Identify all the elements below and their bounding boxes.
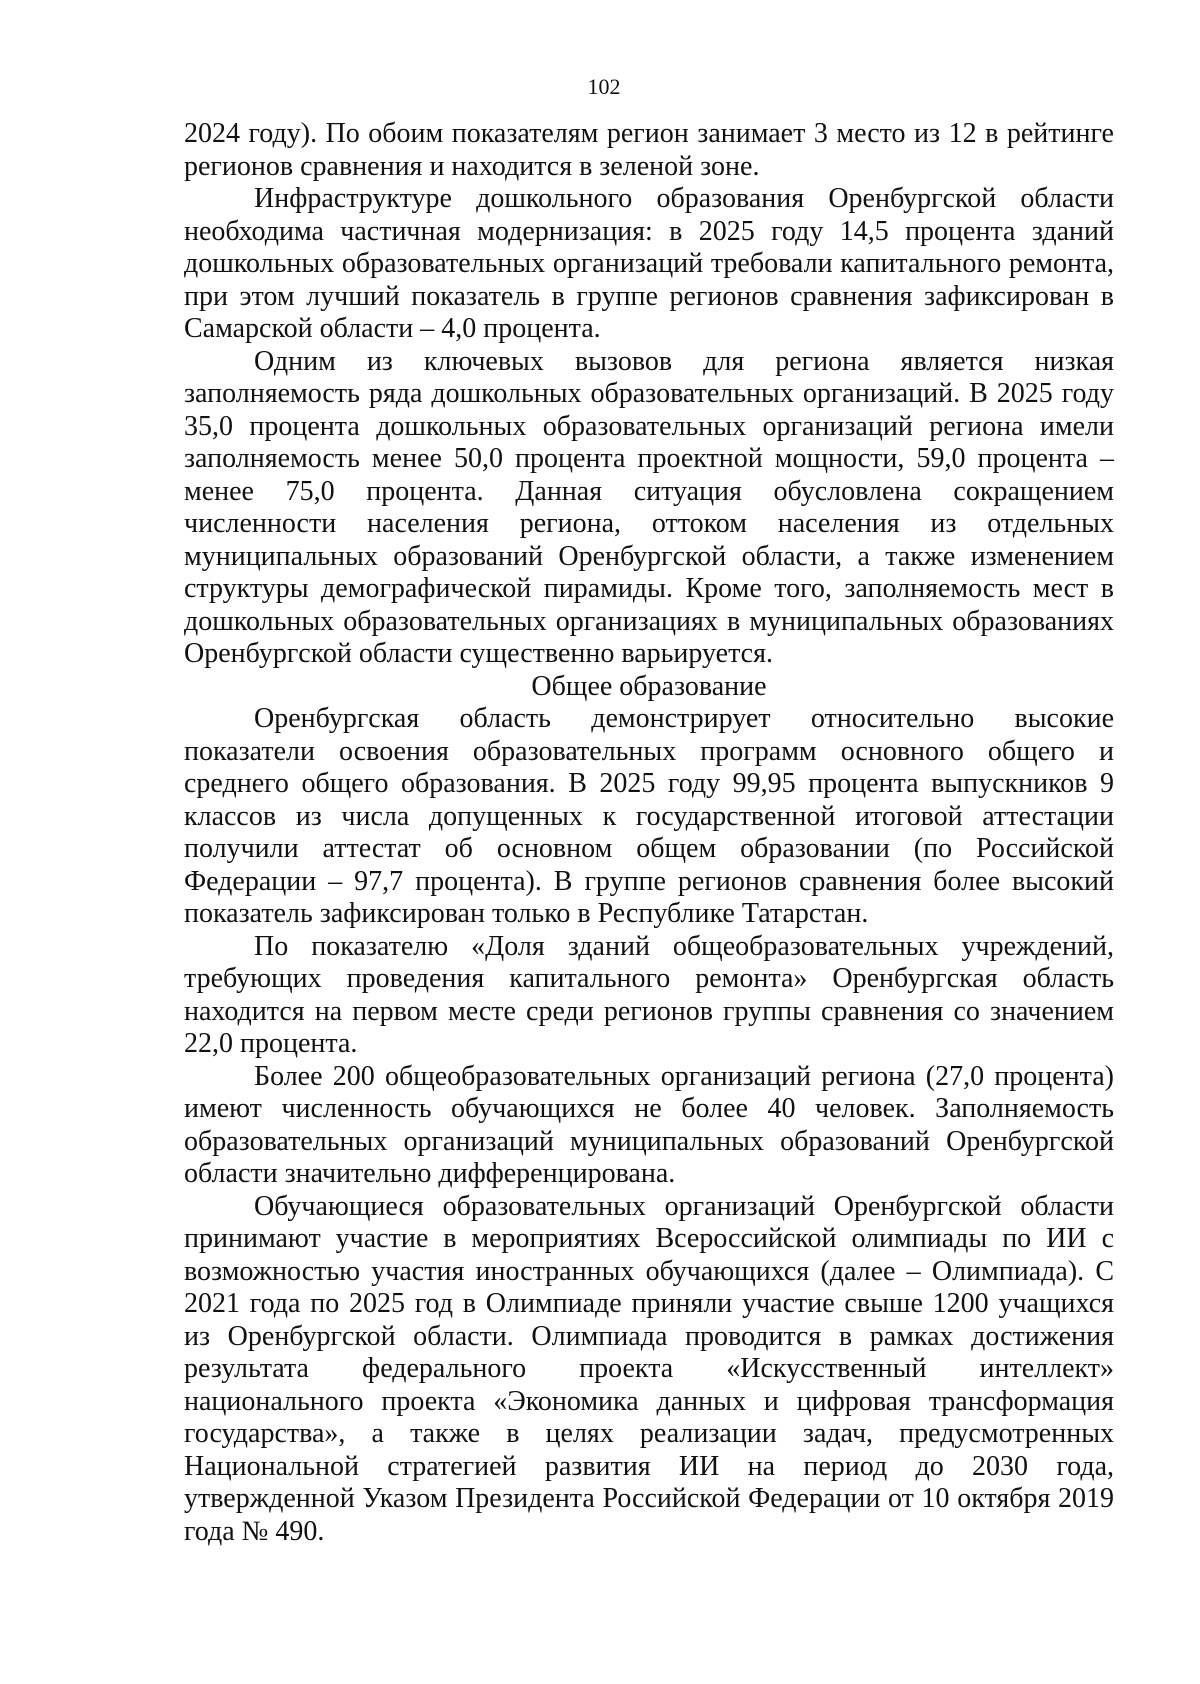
paragraph-ai-olympiad: Обучающиеся образовательных организаций Оренбургской области принимают участие в мероприятиях Всероссийской олимпиады по ИИ с возможностью участия иностранных обучающихся (далее – Олимпиада). С 2021 года по 2025 год в Олимпиаде приняли участие свыше 1200 учащихся из Оренбургской области. Олимпиада проводится в рамках достижения результата федерального проекта «Искусственный интеллект» национального проекта «Экономика данных и цифровая трансформация государства», а также в целях реализации задач, предусмотренных Национальной стратегией развития ИИ на период до 2030 года, утвержденной Указом Президента Российской Федерации от 10 октября 2019 года № 490. bbox=[184, 1190, 1114, 1547]
paragraph-small-schools: Более 200 общеобразовательных организаций региона (27,0 процента) имеют численность обучающихся не более 40 человек. Заполняемость образовательных организаций муниципальных образований Оренбургской области значительно дифференцирована. bbox=[184, 1060, 1114, 1189]
section-heading-general-education: Общее образование bbox=[531, 670, 767, 702]
paragraph-school-buildings-repair: По показателю «Доля зданий общеобразовательных учреждений, требующих проведения капитального ремонта» Оренбургская область находится на первом месте среди регионов группы сравнения со значением 22,0 процента. bbox=[184, 930, 1114, 1059]
page-number: 102 bbox=[587, 74, 621, 99]
paragraph-preschool-infrastructure: Инфраструктуре дошкольного образования Оренбургской области необходима частичная модернизация: в 2025 году 14,5 процента зданий дошкольных образовательных организаций требовали капитального ремонта, при этом лучший показатель в группе регионов сравнения зафиксирован в Самарской области – 4,0 процента. bbox=[184, 183, 1114, 344]
paragraph-general-education-results: Оренбургская область демонстрирует относительно высокие показатели освоения образовательных программ основного общего и среднего общего образования. В 2025 году 99,95 процента выпускников 9 классов из числа допущенных к государственной итоговой аттестации получили аттестат об основном общем образовании (по Российской Федерации – 97,7 процента). В группе регионов сравнения более высокий показатель зафиксирован только в Республике Татарстан. bbox=[184, 703, 1114, 929]
paragraph-continuation: 2024 году). По обоим показателям регион занимает 3 место из 12 в рейтинге регионов сравнения и находится в зеленой зоне. bbox=[184, 118, 1114, 182]
paragraph-preschool-occupancy: Одним из ключевых вызовов для региона является низкая заполняемость ряда дошкольных образовательных организаций. В 2025 году 35,0 процента дошкольных образовательных организаций региона имели заполняемость менее 50,0 процента проектной мощности, 59,0 процента – менее 75,0 процента. Данная ситуация обусловлена сокращением численности населения региона, оттоком населения из отдельных муниципальных образований Оренбургской области, а также изменением структуры демографической пирамиды. Кроме того, заполняемость мест в дошкольных образовательных организациях в муниципальных образованиях Оренбургской области существенно варьируется. bbox=[184, 345, 1114, 669]
document-body bbox=[184, 118, 1114, 1548]
